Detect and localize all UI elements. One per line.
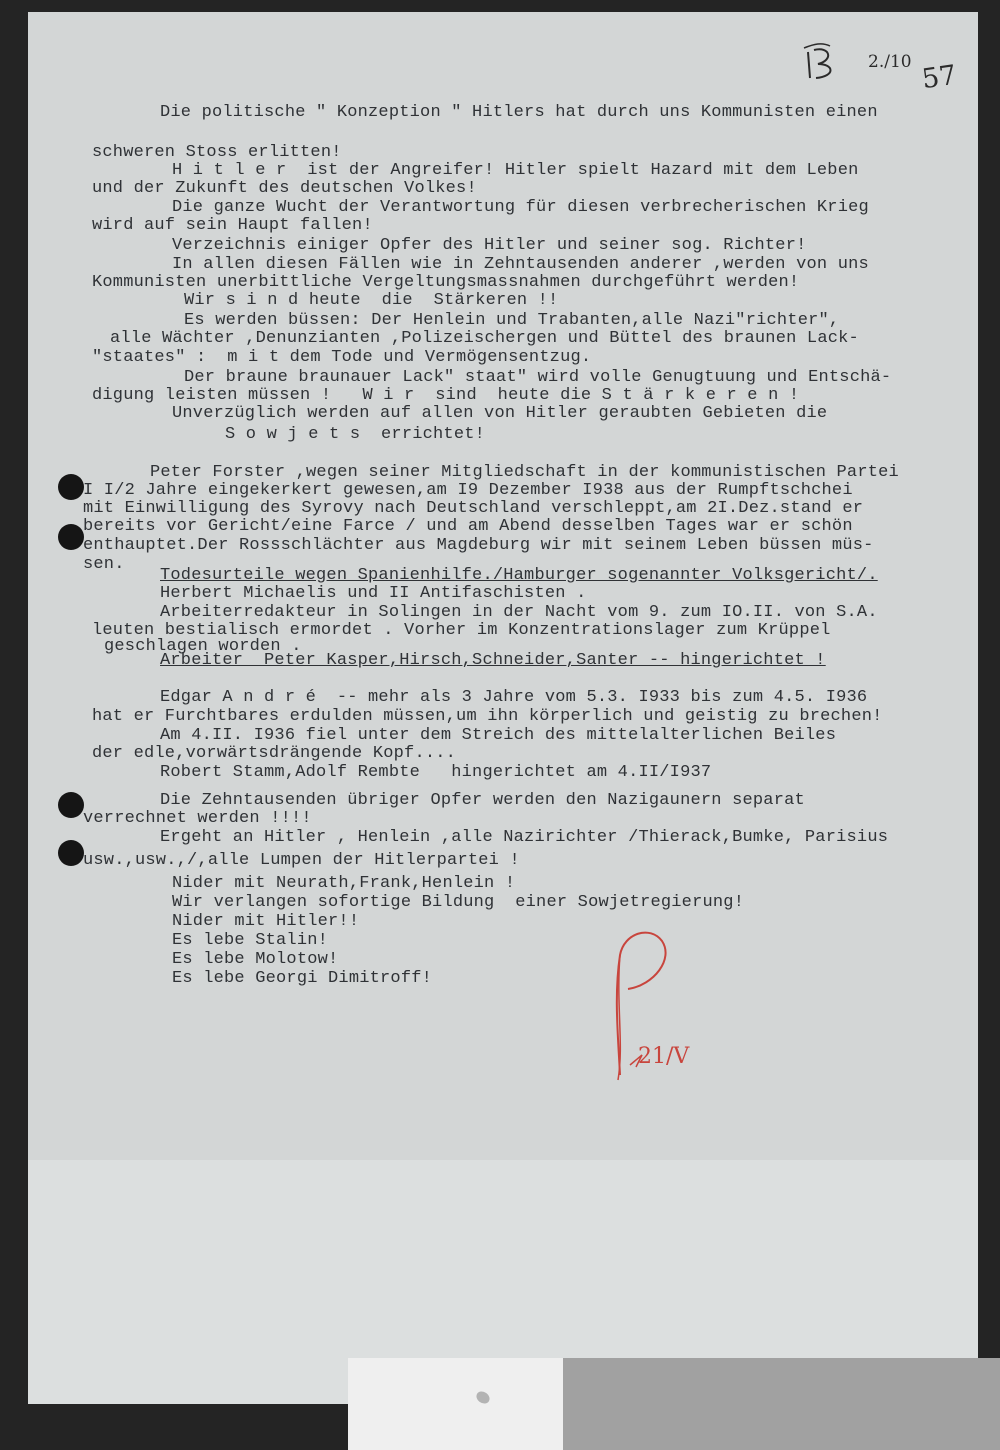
doc-line: I I/2 Jahre eingekerkert gewesen,am I9 Dezember I938 aus der Rumpftschchei xyxy=(83,481,853,500)
doc-line: digung leisten müssen ! W i r sind heute die S t ä r k e r e n ! xyxy=(92,386,800,405)
doc-line: Nider mit Neurath,Frank,Henlein ! xyxy=(172,874,516,893)
doc-line: In allen diesen Fällen wie in Zehntausenden anderer ,werden von uns xyxy=(172,255,869,274)
doc-line: schweren Stoss erlitten! xyxy=(92,143,342,162)
doc-line: wird auf sein Haupt fallen! xyxy=(92,216,373,235)
scan-mount-grey xyxy=(563,1358,1000,1450)
doc-line: Die ganze Wucht der Verantwortung für diesen verbrecherischen Krieg xyxy=(172,198,869,217)
doc-line: Es lebe Georgi Dimitroff! xyxy=(172,969,433,988)
doc-line: Die Zehntausenden übriger Opfer werden den Nazigaunern separat xyxy=(160,791,805,810)
scan-mount-white xyxy=(348,1358,563,1450)
doc-line: geschlagen worden . xyxy=(104,637,302,656)
archive-initials-mark xyxy=(800,42,870,84)
punch-hole xyxy=(58,474,84,500)
doc-line: Peter Forster ,wegen seiner Mitgliedschaft in der kommunistischen Partei xyxy=(150,463,899,482)
doc-line: hat er Furchtbares erdulden müssen,um ihn körperlich und geistig zu brechen! xyxy=(92,707,883,726)
doc-line: Kommunisten unerbittliche Vergeltungsmassnahmen durchgeführt werden! xyxy=(92,273,800,292)
doc-line: Ergeht an Hitler , Henlein ,alle Nazirichter /Thierack,Bumke, Parisius xyxy=(160,828,889,847)
doc-line: Arbeiterredakteur in Solingen in der Nacht vom 9. zum IO.II. von S.A. xyxy=(160,603,878,622)
doc-line: Nider mit Hitler!! xyxy=(172,912,360,931)
doc-line: H i t l e r ist der Angreifer! Hitler spielt Hazard mit dem Leben xyxy=(172,161,859,180)
doc-line: Es lebe Molotow! xyxy=(172,950,339,969)
doc-line: usw.,usw.,/,alle Lumpen der Hitlerpartei ! xyxy=(83,851,520,870)
doc-line: Es werden büssen: Der Henlein und Trabanten,alle Nazi"richter", xyxy=(184,311,840,330)
doc-line: leuten bestialisch ermordet . Vorher im Konzentrationslager zum Krüppel xyxy=(92,621,831,640)
doc-line: Arbeiter Peter Kasper,Hirsch,Schneider,Santer -- hingerichtet ! xyxy=(160,651,826,670)
doc-line: und der Zukunft des deutschen Volkes! xyxy=(92,179,477,198)
doc-line: Wir verlangen sofortige Bildung einer Sowjetregierung! xyxy=(172,893,745,912)
doc-line: Unverzüglich werden auf allen von Hitler geraubten Gebieten die xyxy=(172,404,828,423)
doc-line: Es lebe Stalin! xyxy=(172,931,329,950)
doc-line: Herbert Michaelis und II Antifaschisten . xyxy=(160,584,587,603)
punch-hole xyxy=(58,524,84,550)
doc-line: bereits vor Gericht/eine Farce / und am Abend desselben Tages war er schön xyxy=(83,517,853,536)
doc-line: verrechnet werden !!!! xyxy=(83,809,312,828)
punch-hole xyxy=(58,792,84,818)
doc-line: der edle,vorwärtsdrängende Kopf.... xyxy=(92,744,457,763)
doc-line: sen. xyxy=(83,555,125,574)
red-date-note: 21/V xyxy=(638,1044,690,1069)
doc-line: mit Einwilligung des Syrovy nach Deutschland verschleppt,am 2I.Dez.stand er xyxy=(83,499,864,518)
doc-line: Wir s i n d heute die Stärkeren !! xyxy=(184,291,559,310)
doc-line: Todesurteile wegen Spanienhilfe./Hamburger sogenannter Volksgericht/. xyxy=(160,566,878,585)
doc-line: Die politische " Konzeption " Hitlers hat durch uns Kommunisten einen xyxy=(160,103,878,122)
doc-line: "staates" : m i t dem Tode und Vermögensentzug. xyxy=(92,348,592,367)
doc-line: Edgar A n d r é -- mehr als 3 Jahre vom 5.3. I933 bis zum 4.5. I936 xyxy=(160,688,868,707)
punch-hole xyxy=(58,840,84,866)
page-number: 57 xyxy=(920,59,959,96)
doc-line: Verzeichnis einiger Opfer des Hitler und seiner sog. Richter! xyxy=(172,236,807,255)
doc-line: alle Wächter ,Denunzianten ,Polizeischergen und Büttel des braunen Lack- xyxy=(110,329,859,348)
doc-line: Der braune braunauer Lack" staat" wird volle Genugtuung und Entschä- xyxy=(184,368,892,387)
doc-line: S o w j e t s errichtet! xyxy=(225,425,486,444)
doc-line: enthauptet.Der Rossschlächter aus Magdeburg wir mit seinem Leben büssen müs- xyxy=(83,536,874,555)
doc-line: Robert Stamm,Adolf Rembte hingerichtet am 4.II/I937 xyxy=(160,763,712,782)
doc-line: Am 4.II. I936 fiel unter dem Streich des mittelalterlichen Beiles xyxy=(160,726,837,745)
archive-number: 2./10 xyxy=(868,52,912,72)
